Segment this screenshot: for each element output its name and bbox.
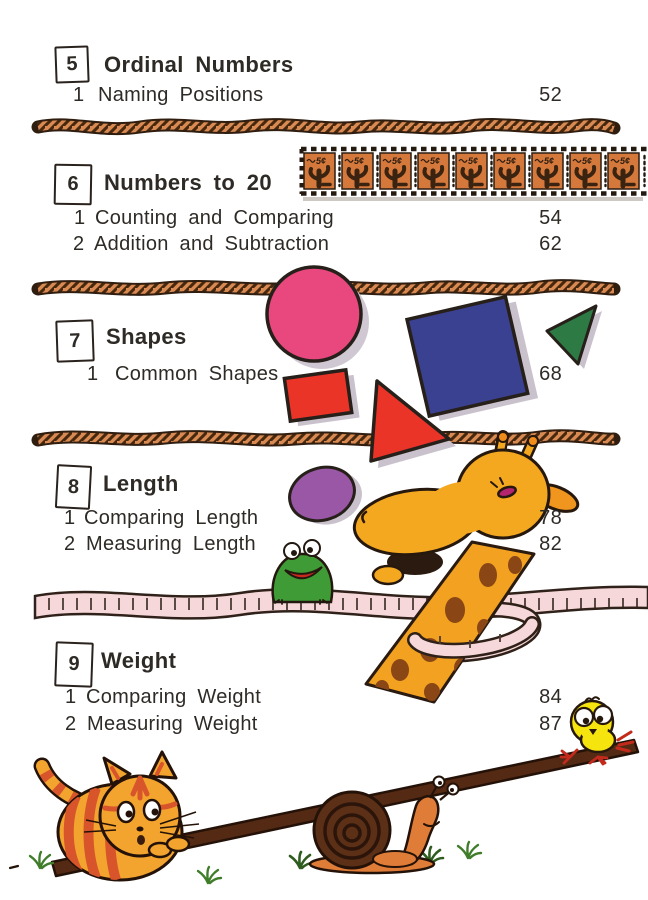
section-title: Addition and Subtraction [94, 233, 330, 255]
frog-illustration [273, 540, 333, 604]
rope-divider-1 [38, 125, 614, 129]
section-number: 2 [64, 533, 76, 555]
green-triangle-shape [547, 306, 602, 369]
section-number: 1 [87, 363, 99, 385]
page-number: 52 [539, 84, 562, 106]
page-number: 68 [539, 363, 562, 385]
section-title: Naming Positions [98, 84, 264, 106]
section-title: Measuring Weight [87, 713, 258, 735]
page-number: 82 [539, 533, 562, 555]
section-number: 2 [73, 233, 85, 255]
section-number: 1 [65, 686, 77, 708]
page-number: 87 [539, 713, 562, 735]
illustration-layer: 5¢ [0, 0, 648, 900]
chapter-title: Ordinal Numbers [104, 52, 294, 77]
section-title: Measuring Length [86, 533, 256, 555]
chapter-number-box: 9 [54, 641, 94, 687]
chapter-title: Weight [101, 648, 177, 673]
chapter-number-box: 6 [54, 164, 93, 206]
chapter-number-box: 7 [55, 319, 94, 362]
page-number: 78 [539, 507, 562, 529]
section-title: Comparing Weight [86, 686, 262, 708]
red-rectangle-shape [284, 369, 359, 427]
chapter-title: Length [103, 471, 179, 496]
blue-square-shape [407, 295, 538, 423]
chapter-number-box: 5 [54, 45, 89, 83]
measuring-tape [35, 587, 648, 619]
page-number: 62 [539, 233, 562, 255]
section-number: 1 [73, 84, 85, 106]
section-number: 1 [64, 507, 76, 529]
section-title: Counting and Comparing [95, 207, 334, 229]
section-number: 2 [65, 713, 77, 735]
chapter-title: Shapes [106, 324, 187, 349]
section-number: 1 [74, 207, 86, 229]
page-number: 54 [539, 207, 562, 229]
chapter-title: Numbers to 20 [104, 170, 273, 195]
section-title: Comparing Length [84, 507, 259, 529]
section-title: Common Shapes [115, 363, 279, 385]
stamp-strip [299, 145, 648, 201]
page-number: 84 [539, 686, 562, 708]
chapter-number-box: 8 [55, 464, 92, 510]
